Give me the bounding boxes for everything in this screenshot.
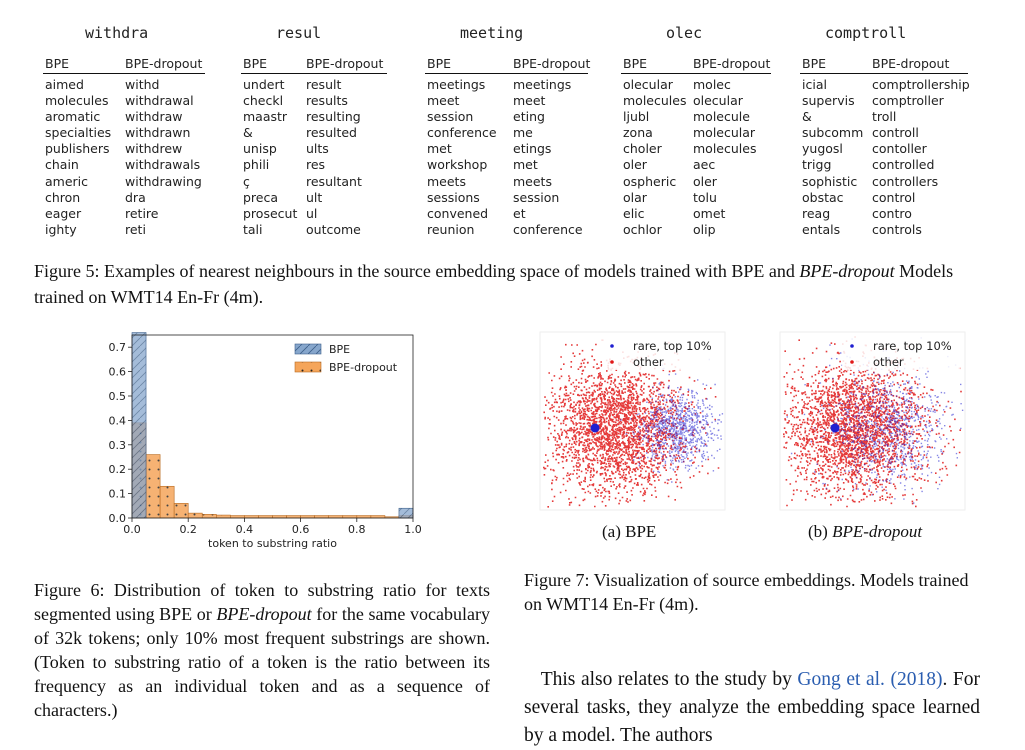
- body-paragraph: [524, 666, 980, 750]
- y-tick-label: 0.0: [108, 512, 126, 525]
- neighbour-word: reti: [125, 221, 146, 237]
- legend-marker-rare: [610, 344, 614, 348]
- histogram-bar: [174, 503, 188, 518]
- y-tick-label: 0.4: [108, 414, 126, 428]
- body-text: This also relates to the study by: [540, 669, 798, 690]
- column-header-dropout: BPE-dropout: [872, 56, 950, 71]
- nearest-neighbours-table: [40, 20, 980, 245]
- column-header-bpe: BPE: [243, 56, 268, 71]
- neighbour-word: withdrawals: [125, 157, 201, 173]
- figure6-caption-suffix: for the same vocabulary of 32k tokens; only 10% most frequent substrings are shown. (Token to substring ratio of a token is the ratio between its frequency as an individual token and as a sequence of characters.): [34, 604, 490, 720]
- neighbour-word: etings: [513, 141, 552, 157]
- header-rule: [621, 73, 771, 74]
- neighbour-word: zona: [623, 125, 653, 141]
- x-axis-label: token to substring ratio: [208, 537, 337, 550]
- neighbour-word: withd: [125, 77, 160, 92]
- neighbour-word: result: [306, 77, 342, 92]
- neighbour-word: results: [306, 93, 348, 109]
- neighbour-word: sophistic: [802, 173, 858, 189]
- neighbour-word: conference: [513, 221, 583, 237]
- figure5-caption-suffix: Models trained on WMT14 En-Fr (4m).: [34, 261, 954, 307]
- neighbour-word: subcomm: [802, 125, 864, 141]
- neighbour-word: ul: [306, 205, 318, 221]
- legend-label-rare: rare, top 10%: [633, 339, 712, 353]
- x-tick-label: 0.4: [235, 523, 254, 536]
- neighbour-word: withdrawal: [125, 93, 194, 109]
- neighbour-word: aimed: [45, 77, 84, 92]
- neighbour-word: choler: [623, 141, 662, 157]
- neighbour-word: withdrew: [125, 141, 183, 157]
- neighbour-word: phili: [243, 157, 270, 173]
- neighbour-word: molecules: [693, 141, 757, 157]
- neighbour-word: ighty: [45, 221, 77, 237]
- bpe-neighbours-column: [802, 77, 863, 238]
- y-tick-label: 0.6: [108, 365, 126, 379]
- neighbour-word: ults: [306, 141, 329, 157]
- neighbour-word: met: [513, 157, 538, 173]
- neighbour-word: et: [513, 205, 526, 221]
- subcaption-a-label: BPE: [625, 522, 657, 541]
- embedding-scatter-svg: [535, 330, 980, 550]
- figure6-caption: [34, 578, 490, 722]
- neighbour-word: olar: [623, 189, 647, 205]
- figure6-caption-text: Figure 6: Distribution of token to substring ratio for texts segmented using BPE or: [34, 580, 490, 624]
- neighbour-word: ljubl: [623, 109, 650, 125]
- neighbour-word: dra: [125, 189, 146, 205]
- bpe-neighbours-column: [427, 77, 497, 238]
- neighbour-word: entals: [802, 221, 841, 237]
- neighbour-word: meetings: [427, 77, 486, 92]
- neighbour-word: ochlor: [623, 221, 662, 237]
- header-rule: [800, 73, 968, 74]
- group-title: meeting: [460, 24, 524, 42]
- legend-label-other: other: [873, 355, 904, 369]
- neighbour-word: ult: [306, 189, 323, 205]
- neighbour-word: chron: [45, 189, 81, 205]
- column-header-bpe: BPE: [45, 56, 70, 71]
- neighbour-word: molecules: [623, 93, 687, 109]
- neighbour-word: undert: [243, 77, 285, 92]
- histogram-bar: [146, 455, 160, 518]
- legend-swatch-dropout: [295, 362, 321, 372]
- neighbour-word: chain: [45, 157, 79, 173]
- neighbour-word: resultant: [306, 173, 362, 189]
- x-tick-label: 0.8: [348, 523, 366, 536]
- neighbour-word: troll: [872, 109, 897, 125]
- x-tick-label: 1.0: [404, 523, 422, 536]
- neighbour-word: icial: [802, 77, 827, 92]
- neighbour-word: checkl: [243, 93, 284, 109]
- legend-marker-rare: [850, 344, 854, 348]
- neighbour-word: supervis: [802, 93, 855, 109]
- header-rule: [425, 73, 588, 74]
- centroid-marker: [831, 424, 840, 433]
- column-header-dropout: BPE-dropout: [125, 56, 203, 71]
- neighbour-word: olecular: [623, 77, 673, 92]
- group-title: resul: [276, 24, 322, 42]
- dropout-neighbours-column: [125, 77, 202, 238]
- neighbour-word: me: [513, 125, 533, 141]
- neighbour-word: reag: [802, 205, 831, 221]
- neighbour-word: contro: [872, 205, 912, 221]
- figure5-caption-text: Figure 5: Examples of nearest neighbours in the source embedding space of models trained with BPE and: [34, 261, 800, 281]
- neighbour-word: molec: [693, 77, 731, 92]
- neighbour-word: prosecut: [243, 205, 298, 221]
- neighbour-word: tolu: [693, 189, 717, 205]
- y-tick-label: 0.2: [108, 463, 126, 477]
- neighbour-word: contoller: [872, 141, 927, 157]
- column-header-bpe: BPE: [623, 56, 648, 71]
- figure6-caption-italic: BPE-dropout: [216, 604, 312, 624]
- neighbour-word: withdraw: [125, 109, 183, 125]
- neighbour-word: meets: [427, 173, 466, 189]
- figure5-caption-italic: BPE-dropout: [799, 261, 895, 281]
- x-tick-label: 0.0: [123, 523, 141, 536]
- neighbour-word: retire: [125, 205, 159, 221]
- figure7-caption: Figure 7: Visualization of source embeddings. Models trained on WMT14 En-Fr (4m).: [524, 570, 969, 614]
- neighbour-word: outcome: [306, 221, 361, 237]
- neighbour-word: meet: [513, 93, 546, 109]
- subcaption-a: [602, 522, 656, 542]
- column-header-bpe: BPE: [427, 56, 452, 71]
- neighbour-word: meet: [427, 93, 460, 109]
- neighbour-word: omet: [693, 205, 726, 221]
- neighbour-word: tali: [243, 221, 263, 237]
- neighbour-word: molecule: [693, 109, 750, 125]
- neighbour-word: yugosl: [802, 141, 843, 157]
- figure7-embeddings: [535, 330, 980, 550]
- neighbour-word: conference: [427, 125, 497, 141]
- neighbour-word: ç: [243, 173, 250, 189]
- neighbour-word: session: [427, 109, 474, 125]
- neighbour-word: control: [872, 189, 916, 205]
- neighbour-word: convened: [427, 205, 489, 221]
- neighbour-word: specialties: [45, 125, 112, 141]
- neighbour-word: met: [427, 141, 452, 157]
- centroid-marker: [591, 424, 600, 433]
- figure5-caption: [34, 258, 979, 310]
- neighbour-word: resulting: [306, 109, 361, 125]
- neighbour-word: unisp: [243, 141, 277, 157]
- neighbour-word: controllers: [872, 173, 939, 189]
- neighbour-word: oler: [623, 157, 647, 173]
- neighbour-word: olecular: [693, 93, 743, 109]
- neighbour-word: controlled: [872, 157, 935, 173]
- group-title: withdra: [85, 24, 149, 42]
- dropout-neighbours-column: [872, 77, 970, 238]
- dropout-neighbours-column: [513, 77, 583, 238]
- neighbour-word: trigg: [802, 157, 832, 173]
- header-rule: [241, 73, 387, 74]
- neighbour-word: ospheric: [623, 173, 677, 189]
- neighbour-word: maastr: [243, 109, 288, 125]
- histogram-bar: [216, 515, 230, 518]
- neighbour-word: aec: [693, 157, 716, 173]
- neighbour-word: &: [802, 109, 812, 125]
- neighbour-word: resulted: [306, 125, 357, 141]
- neighbour-word: eager: [45, 205, 82, 221]
- histogram-bar: [160, 486, 174, 518]
- dropout-neighbours-column: [306, 77, 362, 238]
- column-header-bpe: BPE: [802, 56, 827, 71]
- neighbour-word: controll: [872, 125, 919, 141]
- neighbour-word: molecules: [45, 93, 109, 109]
- dropout-neighbours-column: [693, 77, 756, 238]
- column-header-dropout: BPE-dropout: [306, 56, 384, 71]
- neighbour-word: oler: [693, 173, 717, 189]
- histogram-bar: [399, 508, 413, 518]
- neighbour-word: comptroller: [872, 93, 944, 109]
- legend-marker-other: [850, 360, 854, 364]
- group-title: olec: [666, 24, 703, 42]
- histogram-bar: [132, 333, 146, 518]
- neighbour-word: olip: [693, 221, 716, 237]
- histogram-bar: [202, 514, 216, 518]
- legend-marker-other: [610, 360, 614, 364]
- body-text-continued: . For several tasks, they analyze the embedding space learned by a model. The authors: [524, 669, 981, 746]
- neighbour-word: withdrawn: [125, 125, 191, 141]
- legend-label-dropout: BPE-dropout: [329, 361, 398, 374]
- header-rule: [43, 73, 205, 74]
- neighbour-word: workshop: [427, 157, 488, 173]
- y-tick-label: 0.5: [108, 390, 126, 403]
- neighbour-word: controls: [872, 221, 922, 237]
- neighbour-word: americ: [45, 173, 89, 189]
- histogram-bar: [188, 513, 202, 518]
- histogram-svg: [100, 330, 430, 555]
- neighbour-word: withdrawing: [125, 173, 202, 189]
- neighbour-word: publishers: [45, 141, 110, 157]
- subcaption-a-prefix: (a): [602, 522, 626, 541]
- subcaption-b-label: BPE-dropout: [832, 522, 923, 541]
- legend-label-bpe: BPE: [329, 343, 351, 356]
- bpe-neighbours-column: [243, 77, 297, 238]
- subcaption-b-prefix: (b): [808, 522, 833, 541]
- y-tick-label: 0.1: [108, 487, 126, 501]
- neighbour-word: &: [243, 125, 253, 141]
- neighbour-word: session: [513, 189, 560, 205]
- group-title: comptroll: [825, 24, 907, 42]
- x-tick-label: 0.6: [291, 523, 310, 536]
- neighbour-word: meetings: [513, 77, 572, 92]
- y-tick-label: 0.7: [108, 341, 126, 355]
- column-header-dropout: BPE-dropout: [513, 56, 591, 71]
- citation-link[interactable]: Gong et al. (2018): [797, 669, 943, 690]
- subcaption-b: [808, 522, 922, 542]
- neighbour-word: aromatic: [45, 109, 101, 125]
- neighbour-word: comptrollership: [872, 77, 970, 92]
- neighbour-word: preca: [243, 189, 279, 205]
- bpe-neighbours-column: [45, 77, 111, 238]
- neighbour-word: res: [306, 157, 326, 173]
- neighbour-word: molecular: [693, 125, 756, 141]
- y-tick-label: 0.3: [108, 438, 126, 452]
- neighbour-word: reunion: [427, 221, 475, 237]
- neighbour-word: obstac: [802, 189, 844, 205]
- legend-swatch-bpe: [295, 344, 321, 354]
- neighbour-word: sessions: [427, 189, 480, 205]
- neighbour-word: meets: [513, 173, 552, 189]
- figure6-histogram: [100, 330, 430, 555]
- legend-label-rare: rare, top 10%: [873, 339, 952, 353]
- neighbour-word: eting: [513, 109, 545, 125]
- neighbour-word: elic: [623, 205, 645, 221]
- bpe-neighbours-column: [623, 77, 686, 238]
- legend-label-other: other: [633, 355, 664, 369]
- x-tick-label: 0.2: [179, 523, 197, 536]
- column-header-dropout: BPE-dropout: [693, 56, 771, 71]
